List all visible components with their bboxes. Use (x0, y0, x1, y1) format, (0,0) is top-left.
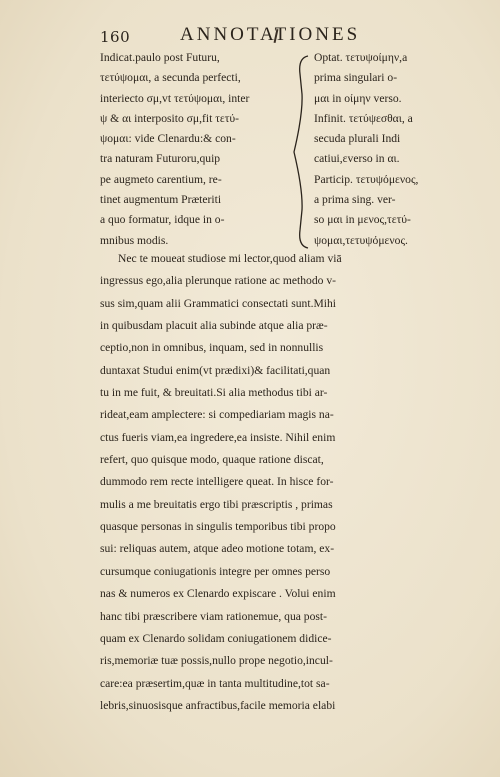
right-line: Particip. τετυψόμενος, (314, 172, 419, 186)
right-line: μαι in οίμην verso. (314, 91, 402, 105)
body-line: rideat,eam amplectere: si compediariam magis na- (100, 408, 334, 422)
body-paragraph (100, 248, 470, 717)
left-line: ψομαι: vide Clenardu:& con- (100, 132, 236, 146)
left-line: a quo formatur, idque in o- (100, 213, 225, 227)
body-line: ris,memoriæ tuæ possis,nullo prope negotio,incul- (100, 654, 333, 668)
left-line: Indicat.paulo post Futuru, (100, 51, 220, 64)
right-line: catiui,εverso in αι. (314, 152, 400, 166)
body-line: refert, quo quisque modo, quaque ratione discat, (100, 453, 324, 467)
right-line: ψομαι,τετυψόμενος. (314, 233, 408, 247)
page-number: 160 (100, 28, 131, 46)
body-line: ceptio,non in omnibus, inquam, sed in nonnullis (100, 341, 324, 355)
body-line: duntaxat Studui enim(vt prædixi)& facilitati,quan (100, 363, 331, 377)
body-line: in quibusdam placuit alia subinde atque alia præ- (100, 319, 328, 333)
right-line: a prima sing. ver- (314, 193, 396, 207)
left-line: mnibus modis. (100, 233, 169, 247)
right-line: secuda plurali Indi (314, 132, 401, 146)
body-line: care:ea præsertim,quæ in tanta multitudine,tot sa- (100, 676, 330, 690)
body-line: ingressus ego,alia plerunque ratione ac methodo v- (100, 274, 336, 288)
body-line: mulis a me breuitatis ergo tibi præscriptis , primas (100, 497, 333, 511)
left-annotation-column (100, 48, 300, 251)
right-line: Infinit. τετύψεσθαι, a (314, 111, 413, 125)
body-line: quam ex Clenardo solidam coniugationem didice- (100, 631, 332, 645)
body-line: quasque personas in singulis temporibus tibi propo (100, 520, 336, 534)
body-line: nas & numeros ex Clenardo expiscare . Volui enim (100, 587, 336, 601)
left-line: interiecto σμ,vt τετύψομαι, inter (100, 91, 250, 105)
page-header (100, 24, 390, 48)
body-line: dummodo rem recte intelligere queat. In hisce for- (100, 475, 334, 489)
left-line: τετύψομαι, a secunda perfecti, (100, 71, 241, 85)
body-line: tu in me fuit, & breuitati.Si alia methodus tibi ar- (100, 386, 328, 400)
running-head: ANNOTATIONES (180, 24, 361, 45)
left-line: pe augmeto carentium, re- (100, 172, 222, 186)
body-line: ctus fueris viam,ea ingredere,ea insiste. Nihil enim (100, 430, 336, 444)
body-line: sui: reliquas autem, atque adeo motione totam, ex- (100, 542, 335, 556)
right-line: Optat. τετυψοίμην,a (314, 51, 408, 64)
body-line: sus sim,quam alii Grammatici consectati sunt.Mihi (100, 296, 337, 310)
left-line: tra naturam Futuroru,quip (100, 152, 221, 166)
curly-brace-divider (290, 54, 314, 250)
body-line: hanc tibi præscribere viam rationemue, qua post- (100, 609, 327, 623)
body-line: cursumque coniugationis integre per omnes perso (100, 564, 331, 578)
right-annotation-column (314, 48, 464, 251)
right-line: so μαι in μενος,τετύ- (314, 213, 411, 227)
right-line: prima singulari o- (314, 71, 398, 85)
body-line: lebris,sinuosisque anfractibus,facile memoria elabi (100, 698, 336, 712)
left-line: ψ & αι interposito σμ,fit τετύ- (100, 111, 240, 125)
left-line: tinet augmentum Præteriti (100, 193, 222, 207)
body-line: Nec te moueat studiose mi lector,quod aliam viā (118, 252, 342, 265)
